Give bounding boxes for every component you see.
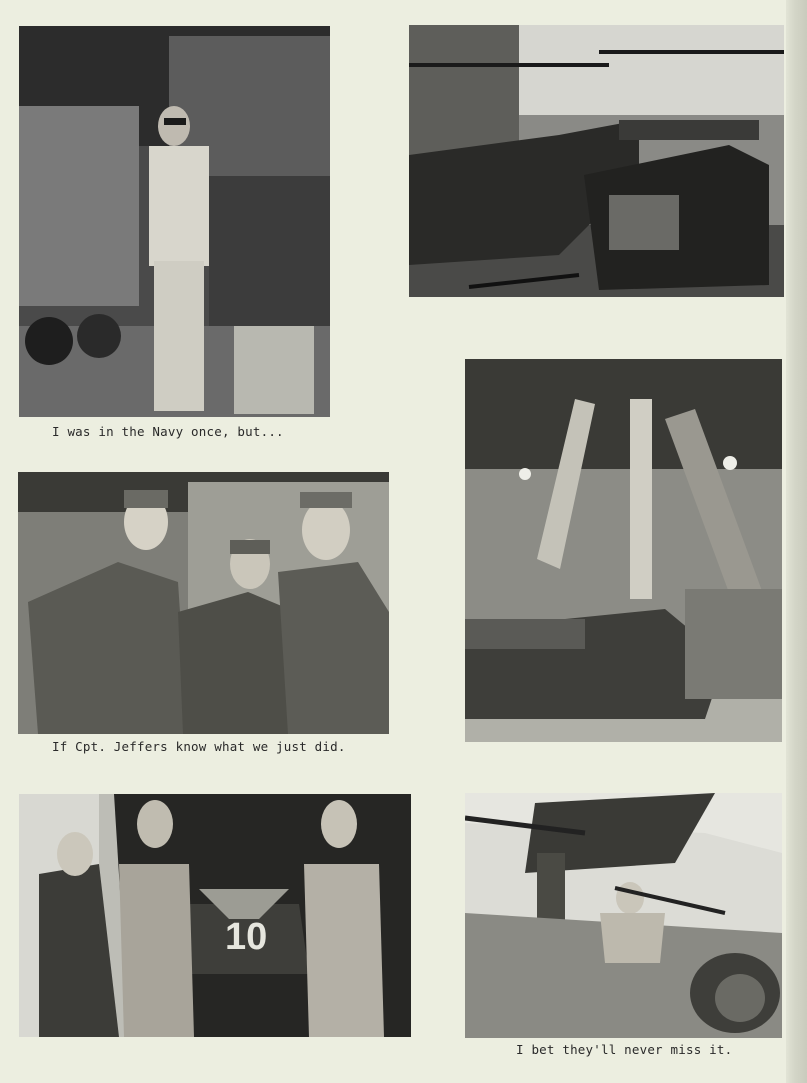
photo-man-by-helicopter	[19, 26, 330, 417]
page-binding-edge	[786, 0, 807, 1083]
caption-never-miss-it: I bet they'll never miss it.	[516, 1042, 733, 1057]
photo-crew-nose-10	[19, 794, 411, 1037]
photo-helicopter-rotor-maintenance	[465, 359, 782, 742]
photo-rotor-work	[465, 793, 782, 1038]
caption-cpt-jeffers: If Cpt. Jeffers know what we just did.	[52, 739, 346, 754]
nose-number-10: 10	[225, 916, 268, 958]
photo-two-helicopters	[409, 25, 784, 297]
photo-three-soldiers	[18, 472, 389, 734]
caption-navy: I was in the Navy once, but...	[52, 424, 284, 439]
